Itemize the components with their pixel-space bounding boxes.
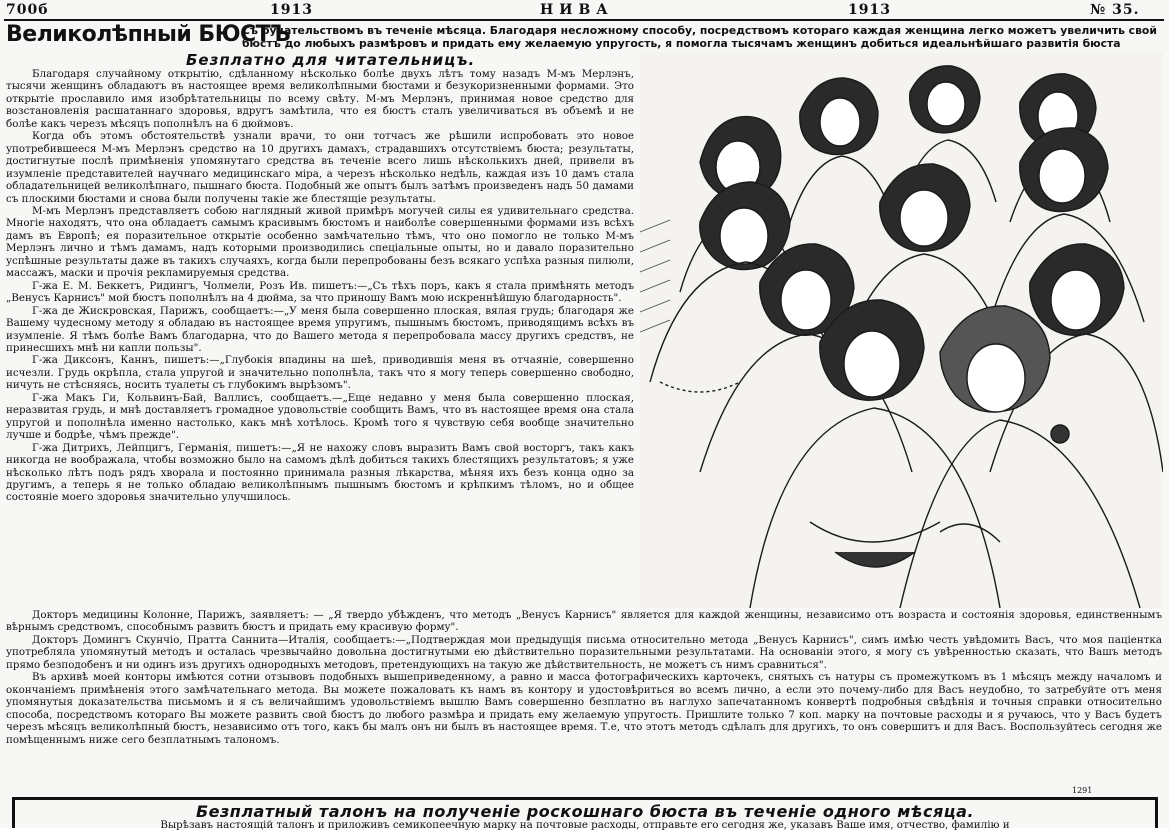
page-header [0, 2, 1169, 20]
testimonial: Докторъ медицины Колонне, Парижъ, заявляетъ: — „Я твердо убѣжденъ, что методъ „Венусъ Карнисъ" является для каждой женщины, независимо отъ возраста и состоянія здоровья, единственнымъ вѣрнымъ средствомъ, способнымъ развить бюстъ и придать ему красивую форму". [6, 609, 1162, 634]
paragraph: Въ архивѣ моей конторы имѣются сотни отзывовъ подобныхъ вышеприведенному, а равно и масса фотографическихъ карточекъ, снятыхъ съ натуры съ промежуткомъ въ 1 мѣсяцъ между началомъ и окончаніемъ примѣненія этого замѣчательнаго метода. Вы можете пожаловать къ намъ въ контору и удостовѣриться во всемъ лично, а если это почему-либо для Васъ неудобно, то затребуйте отъ меня упомянутыя доказательства письмомъ и я съ величайшимъ удовольствіемъ вышлю Вамъ совершенно безплатно въ наглухо запечатанномъ конвертѣ подробныя свѣдѣнія и точныя справки относительно способа, посредствомъ котораго Вы можете развить свой бюстъ до любого размѣра и придать ему желаемую упругость. Пришлите только 7 коп. марку на почтовые расходы и я ручаюсь, что у Васъ будетъ черезъ мѣсяцъ великолѣпный бюстъ, независимо отъ того, какъ бы малъ онъ ни былъ въ настоящее время. Т.е, что этотъ методъ сдѣлалъ для другихъ, то онъ совершитъ и для Васъ. Воспользуйтесь сегодня же помѣщеннымъ ниже сего безплатнымъ талономъ. [6, 671, 1162, 746]
paragraph: М-мъ Мерлэнъ представляетъ собою наглядный живой примѣръ могучей силы ея удивительнаго средства. Многіе находятъ, что она обладаетъ самымъ красивымъ бюстомъ и наиболѣе совершенными формами изъ всѣхъ дамъ въ Европѣ; ея поразительное открытіе особенно замѣчательно тѣмъ, что оно помогло не только М-мъ Мерлэнъ лично и тѣмъ дамамъ, надъ которыми производились спеціальные опыты, но и давало поразительно успѣшные результаты даже въ такихъ случаяхъ, когда были перепробованы безъ всякаго успѣха разныя пилюли, массажъ, маски и прочія рекламируемыя средства. [6, 204, 634, 280]
paragraph: Благодаря случайному открытію, сдѣланному нѣсколько болѣе двухъ лѣтъ тому назадъ М-мъ Мерлэнъ, тысячи женщинъ обладаютъ въ настоящее время великолѣпными бюстами и безукоризненными формами. Это открытіе прославило имя изобрѣтательницы по всему свѣту. М-мъ Мерлэнъ, принимая новое средство для возстановленія расшатаннаго здоровья, вдругъ замѣтила, что ея бюстъ сталъ увеличиваться въ объемѣ и не болѣе какъ черезъ мѣсяцъ пополнѣлъ на 6 дюймовъ. [6, 68, 634, 130]
coupon-text: Вырѣзавъ настоящій талонъ и приложивъ семикопеечную марку на почтовые расходы, отправьте его сегодня же, указавъ Ваше имя, отчество, фамилію и [160, 819, 1010, 831]
testimonial: Г-жа Диксонъ, Каннъ, пишетъ:—„Глубокія впадины на шеѣ, приводившія меня въ отчаяніе, совершенно исчезли. Грудь окрѣпла, стала упругой и значительно пополнѣла, такъ что я могу теперь совершенно свободно, ничуть не стѣсняясь, носить туалеты съ глубокимъ вырѣзомъ". [6, 354, 634, 392]
paragraph: Когда объ этомъ обстоятельствѣ узнали врачи, то они тотчасъ же рѣшили испробовать это новое употребившееся М-мъ Мерлэнъ средство на 10 другихъ дамахъ, страдавшихъ отсутствіемъ бюста; результаты, достигнутые послѣ примѣненія упомянутаго средства въ теченіе всего лишь нѣсколькихъ дней, привели въ изумленіе представителей научнаго медицинскаго міра, а черезъ нѣсколько недѣль, каждая изъ 10 дамъ стала обладательницей великолѣпнаго, пышнаго бюста. Подобный же опытъ былъ затѣмъ произведенъ надъ 50 дамами съ плоскими бюстами и снова были получены такіе же блестящіе результаты. [6, 130, 634, 205]
figure [900, 306, 1140, 608]
closing-text [6, 609, 1162, 746]
free-for-readers-line: Безплатно для читательницъ. [186, 51, 476, 69]
figure [790, 78, 894, 222]
header-year-left: 1913 [270, 2, 313, 18]
testimonial-column [6, 68, 634, 504]
header-rule [4, 19, 1164, 21]
magazine-title: НИВА [540, 2, 614, 18]
coupon-title: Безплатный талонъ на полученіе роскошнаго бюста въ теченіе одного мѣсяца. [195, 802, 975, 821]
testimonial: Г-жа Е. М. Беккетъ, Ридингъ, Чолмели, Розъ Ив. пишетъ:—„Съ тѣхъ поръ, какъ я стала примѣнять методъ „Венусъ Карнисъ" мой бюстъ пополнѣлъ на 4 дюйма, за что приношу Вамъ мою искреннѣйшую благодарность". [6, 279, 634, 305]
testimonial: Докторъ Домингъ Скунчіо, Пратта Саннита—Италія, сообщаетъ:—„Подтверждая мои предыдущія письма относительно метода „Венусъ Карнисъ", симъ имѣю честь увѣдомить Васъ, что моя паціентка употребляла упомянутый методъ и осталась чрезвычайно довольна достигнутыми ею дѣйствительно поразительными результатами. На основаніи этого, я могу съ увѣренностью сказать, что Вашъ методъ прямо безподобенъ и ни одинъ изъ другихъ однородныхъ методовъ, претендующихъ на такую же дѣйствительность, не можетъ съ нимъ сравниться". [6, 633, 1162, 671]
testimonial: Г-жа де Жискровская, Парижъ, сообщаетъ:—„У меня была совершенно плоская, вялая грудь; благодаря же Вашему чудесному методу я обладаю въ настоящее время упругимъ, пышнымъ бюстомъ, приводящимъ всѣхъ въ изумленіе. Я тѣмъ болѣе Вамъ благодарна, что до Вашего метода я перепробовала массу другихъ средствъ, не принесшихъ мнѣ ни капли пользы". [6, 304, 634, 354]
testimonial: Г-жа Макъ Ги, Кольвинъ-Бай, Валлисъ, сообщаетъ.—„Еще недавно у меня была совершенно плоская, неразвитая грудь, и мнѣ доставляетъ громадное удовольствіе сообщить Вамъ, что въ настоящее время она стала упругой и пополнѣла именно настолько, какъ мнѣ хотѣлось. Кромѣ того я чувствую себя вообще значительно лучше и бодрѣе, чѣмъ прежде". [6, 391, 634, 442]
coupon-box [12, 797, 1158, 831]
ad-lead-text: Съ ручательствомъ въ теченіе мѣсяца. Благодаря несложному способу, посредствомъ котораго каждая женщина легко можетъ увеличить свой бюстъ до любыхъ размѣровъ и придать ему желаемую упругость, я помогла тысячамъ женщинъ добиться идеальнѣйшаго развитія бюста [242, 24, 1157, 50]
ad-title: Великолѣпный БЮСТЪ [6, 22, 291, 47]
testimonial: Г-жа Дитрихъ, Лейпцигъ, Германія, пишетъ:—„Я не нахожу словъ выразить Вамъ свой восторгъ, такъ какъ никогда не воображала, чтобы возможно было на самомъ дѣлѣ добиться такихъ блестящихъ результатовъ; я уже нѣсколько лѣтъ подъ рядъ хворала и постоянно принимала разныя лѣкарства, мѣняя ихъ безъ конца одно за другимъ, а теперь я не только обладаю великолѣпнымъ пышнымъ бюстомъ и крѣпкимъ тѣломъ, но и общее состояніе моего здоровья значительно улучшилось. [6, 441, 634, 504]
page-number: 700б [6, 2, 49, 18]
print-mark: 1291 [1072, 786, 1093, 795]
women-illustration [640, 52, 1163, 608]
engraving-of-women [640, 52, 1163, 608]
header-year-right: 1913 [848, 2, 891, 18]
issue-number: № 35. [1090, 2, 1140, 18]
